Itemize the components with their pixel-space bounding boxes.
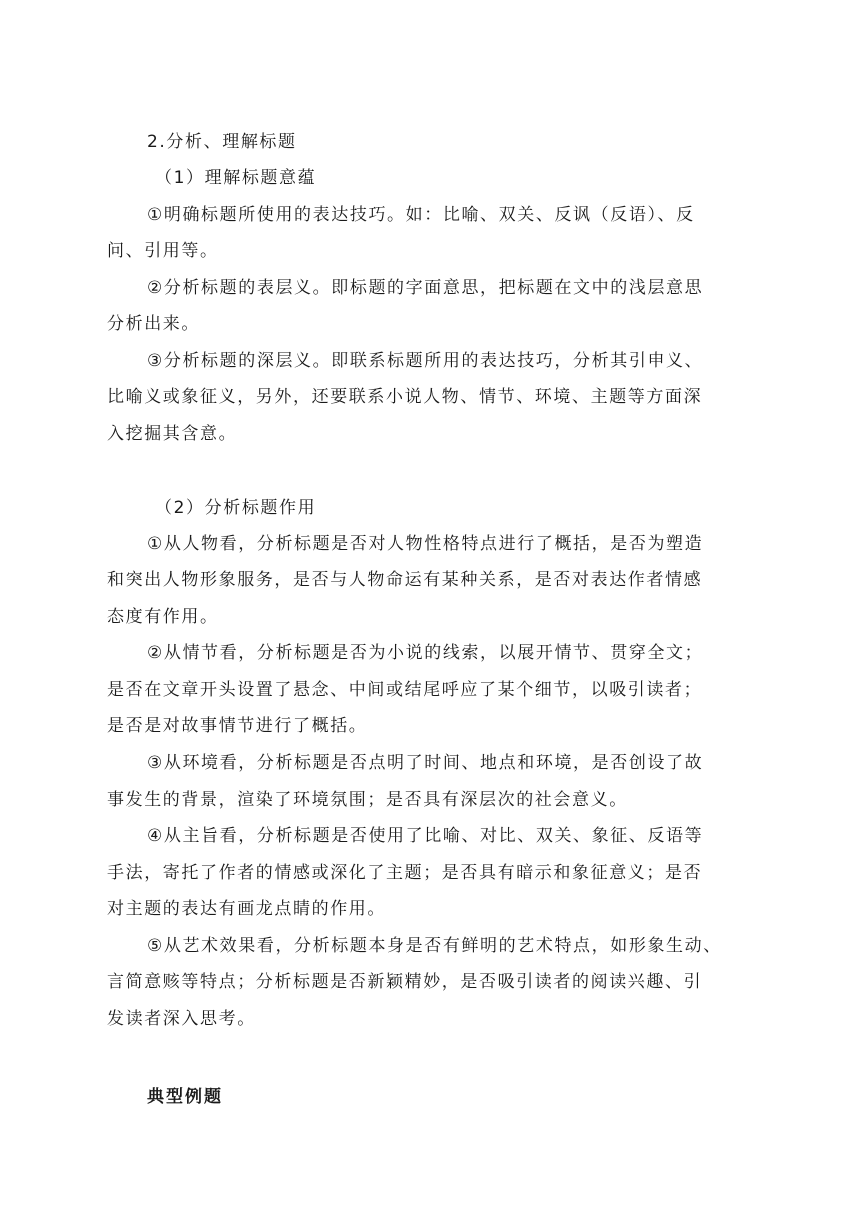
paragraph-line: 是否是对故事情节进行了概括。	[107, 716, 368, 736]
paragraph-line: 言简意赅等特点；分析标题是否新颖精妙，是否吸引读者的阅读兴趣、引	[107, 972, 703, 992]
paragraph-line: 问、引用等。	[107, 241, 219, 261]
paragraph-line: 手法，寄托了作者的情感或深化了主题；是否具有暗示和象征意义；是否	[107, 863, 703, 883]
paragraph-line: 和突出人物形象服务，是否与人物命运有某种关系，是否对表达作者情感	[107, 570, 703, 590]
paragraph-line: 入挖掘其含意。	[107, 424, 238, 444]
paragraph-line: ③分析标题的深层义。即联系标题所用的表达技巧，分析其引申义、	[147, 351, 704, 371]
subsection-heading-meaning: （1）理解标题意蕴	[155, 168, 317, 188]
paragraph-line: 分析出来。	[107, 314, 200, 334]
paragraph-line: 事发生的背景，渲染了环境氛围；是否具有深层次的社会意义。	[107, 790, 628, 810]
paragraph-line: ⑤从艺术效果看，分析标题本身是否有鲜明的艺术特点，如形象生动、	[147, 936, 722, 956]
paragraph-line: 对主题的表达有画龙点睛的作用。	[107, 899, 386, 919]
paragraph-line: 是否在文章开头设置了悬念、中间或结尾呼应了某个细节，以吸引读者；	[107, 680, 703, 700]
subsection-heading-function: （2）分析标题作用	[155, 498, 317, 518]
section-title: 2.分析、理解标题	[147, 132, 297, 152]
paragraph-line: ②从情节看，分析标题是否为小说的线索，以展开情节、贯穿全文；	[147, 643, 704, 663]
paragraph-line: 态度有作用。	[107, 607, 219, 627]
paragraph-line: 比喻义或象征义，另外，还要联系小说人物、情节、环境、主题等方面深	[107, 387, 703, 407]
paragraph-line: ②分析标题的表层义。即标题的字面意思，把标题在文中的浅层意思	[147, 278, 704, 298]
example-heading: 典型例题	[147, 1087, 223, 1107]
paragraph-line: ①从人物看，分析标题是否对人物性格特点进行了概括，是否为塑造	[147, 534, 704, 554]
paragraph-line: ④从主旨看，分析标题是否使用了比喻、对比、双关、象征、反语等	[147, 826, 704, 846]
paragraph-line: ③从环境看，分析标题是否点明了时间、地点和环境，是否创设了故	[147, 753, 704, 773]
paragraph-line: 发读者深入思考。	[107, 1009, 256, 1029]
paragraph-line: ①明确标题所使用的表达技巧。如：比喻、双关、反讽（反语）、反	[147, 205, 695, 225]
